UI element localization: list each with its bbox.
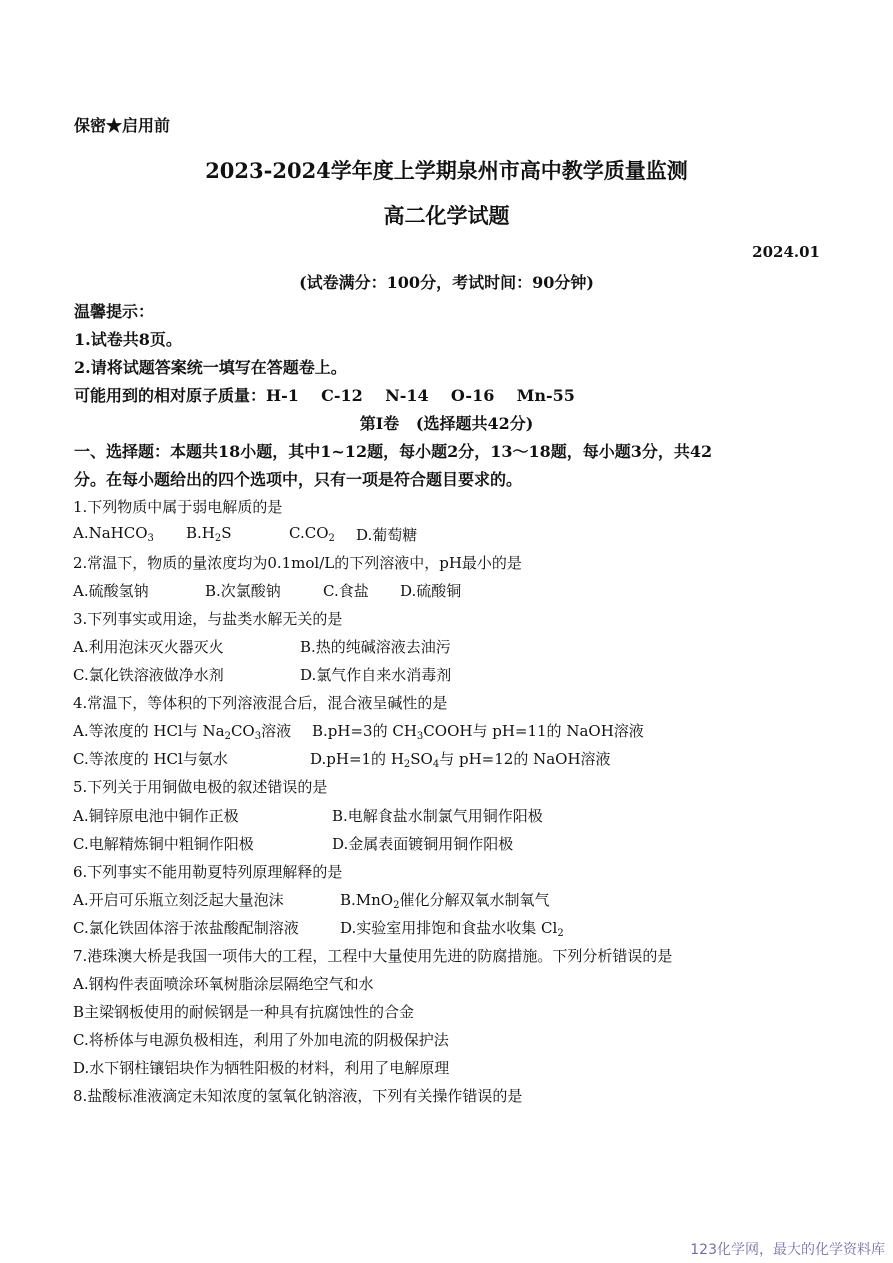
q1-option-b: $B.H_2S$ (186, 524, 232, 544)
q2-option-c: C.食盐 (323, 582, 369, 600)
q4-option-b: B.pH=3的 $CH_3COOH$与 pH=11的 NaOH溶液 (312, 722, 644, 742)
q4-option-c: C.等浓度的 HCl与氨水 (73, 750, 228, 768)
q7-option-c: C.将桥体与电源负极相连，利用了外加电流的阴极保护法 (73, 1031, 449, 1049)
exam-info: (试卷满分：100分，考试时间：90分钟) (299, 273, 594, 292)
question-7-stem: 7.港珠澳大桥是我国一项伟大的工程，工程中大量使用先进的防腐措施。下列分析错误的是 (73, 947, 673, 965)
q2-option-d: D.硫酸铜 (400, 582, 462, 600)
exam-subtitle: 高二化学试题 (383, 203, 510, 228)
q5-option-d: D.金属表面镀铜用铜作阳极 (332, 835, 514, 853)
question-2-stem: 2.常温下，物质的量浓度均为0.1mol/L的下列溶液中，pH最小的是 (73, 554, 522, 572)
q5-option-a: A.铜锌原电池中铜作正极 (73, 807, 239, 825)
q5-option-c: C.电解精炼铜中粗铜作阳极 (73, 835, 254, 853)
note-1: 1.试卷共8页。 (74, 330, 182, 349)
question-6-stem: 6.下列事实不能用勒夏特列原理解释的是 (73, 863, 343, 881)
section-title: 第Ⅰ卷 (选择题共42分) (359, 414, 534, 433)
q1-option-d: D.葡萄糖 (356, 526, 418, 544)
section-instruction-2: 分。在每小题给出的四个选项中，只有一项是符合题目要求的。 (74, 470, 523, 489)
q6-option-a: A.开启可乐瓶立刻泛起大量泡沫 (73, 891, 284, 909)
q7-option-a: A.钢构件表面喷涂环氧树脂涂层隔绝空气和水 (73, 975, 374, 993)
section-instruction-1: 一、选择题：本题共18小题，其中1~12题，每小题2分，13～18题，每小题3分，共42 (74, 442, 713, 461)
confidential-label: 保密★启用前 (74, 116, 171, 135)
note-2: 2.请将试题答案统一填写在答题卷上。 (74, 358, 347, 377)
q6-option-c: C.氯化铁固体溶于浓盐酸配制溶液 (73, 919, 299, 937)
q6-option-b: B.MnO$_2$催化分解双氧水制氧气 (340, 891, 550, 911)
q2-option-a: A.硫酸氢钠 (73, 582, 149, 600)
q1-option-a: A.NaHCO$_3$ (73, 524, 154, 544)
question-8-stem: 8.盐酸标准液滴定未知浓度的氢氧化钠溶液，下列有关操作错误的是 (73, 1087, 523, 1105)
q7-option-b: B主梁钢板使用的耐候钢是一种具有抗腐蚀性的合金 (73, 1003, 415, 1021)
question-3-stem: 3.下列事实或用途，与盐类水解无关的是 (73, 610, 343, 628)
q5-option-b: B.电解食盐水制氯气用铜作阳极 (332, 807, 543, 825)
q3-option-a: A.利用泡沫灭火器灭火 (73, 638, 224, 656)
atomic-masses: 可能用到的相对原子质量：H-1 C-12 N-14 O-16 Mn-55 (74, 386, 575, 405)
exam-title: 2023-2024学年度上学期泉州市高中教学质量监测 (205, 158, 688, 183)
question-1-stem: 1.下列物质中属于弱电解质的是 (73, 498, 283, 516)
q3-option-c: C.氯化铁溶液做净水剂 (73, 666, 224, 684)
q3-option-b: B.热的纯碱溶液去油污 (300, 638, 451, 656)
q7-option-d: D.水下钢柱镶铝块作为牺牲阳极的材料，利用了电解原理 (73, 1059, 450, 1077)
q1-option-c: $C.CO_2$ (289, 524, 335, 544)
notes-heading: 温馨提示： (74, 302, 155, 321)
q4-option-d: D.pH=1的 $H_2SO_4$与 pH=12的 NaOH溶液 (310, 750, 611, 770)
q4-option-a: A.等浓度的 HCl与 $Na_2CO_3$溶液 (73, 722, 292, 742)
q2-option-b: B.次氯酸钠 (205, 582, 281, 600)
exam-date: 2024.01 (752, 243, 820, 261)
watermark-footer: 123化学网，最大的化学资料库 (690, 1242, 885, 1258)
q6-option-d: D.实验室用排饱和食盐水收集 $Cl_2$ (340, 919, 564, 939)
question-4-stem: 4.常温下，等体积的下列溶液混合后，混合液呈碱性的是 (73, 694, 448, 712)
question-5-stem: 5.下列关于用铜做电极的叙述错误的是 (73, 778, 328, 796)
q3-option-d: D.氯气作自来水消毒剂 (300, 666, 452, 684)
